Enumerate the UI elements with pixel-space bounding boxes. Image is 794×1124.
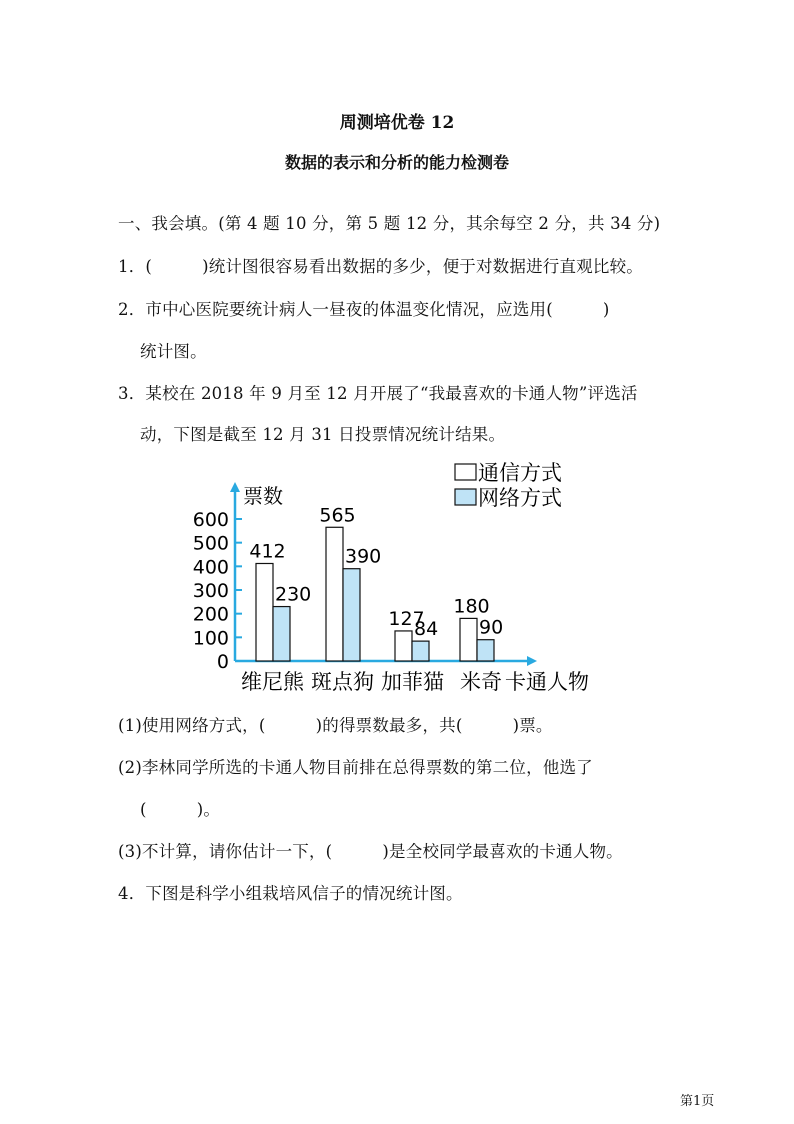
data-label: 127 bbox=[388, 607, 425, 630]
x-axis-arrow bbox=[527, 656, 537, 666]
y-tick-label: 600 bbox=[192, 509, 229, 531]
y-tick-label: 500 bbox=[192, 532, 229, 555]
bar-通信方式 bbox=[326, 527, 343, 661]
data-label: 180 bbox=[453, 595, 490, 618]
data-label: 230 bbox=[275, 583, 312, 606]
bar-网络方式 bbox=[477, 640, 494, 661]
question-3-sub-2-line-1: (2)李林同学所选的卡通人物目前排在总得票数的第二位，他选了 bbox=[118, 758, 593, 777]
legend-label: 通信方式 bbox=[478, 461, 562, 485]
question-3-sub-2-line-2: ( )。 bbox=[140, 800, 221, 819]
y-tick-label: 300 bbox=[192, 580, 229, 602]
y-tick-label: 0 bbox=[216, 651, 229, 673]
y-tick-label: 200 bbox=[192, 603, 229, 626]
data-label: 84 bbox=[414, 618, 439, 641]
x-axis-trailing-label: 卡通人物 bbox=[505, 670, 589, 694]
question-1: 1．( )统计图很容易看出数据的多少，便于对数据进行直观比较。 bbox=[118, 257, 643, 276]
question-4: 4．下图是科学小组栽培风信子的情况统计图。 bbox=[118, 884, 463, 903]
y-axis-label: 票数 bbox=[243, 484, 283, 508]
bar-网络方式 bbox=[273, 607, 290, 661]
y-tick-label: 100 bbox=[192, 627, 229, 650]
legend-swatch-通信方式 bbox=[455, 464, 476, 480]
data-label: 90 bbox=[479, 616, 504, 639]
y-axis-arrow bbox=[230, 482, 240, 492]
data-label: 565 bbox=[319, 504, 356, 527]
legend-label: 网络方式 bbox=[478, 486, 562, 510]
question-3-sub-1: (1)使用网络方式，( )的得票数最多，共( )票。 bbox=[118, 716, 553, 735]
question-3-line-1: 3．某校在 2018 年 9 月至 12 月开展了“我最喜欢的卡通人物”评选活 bbox=[118, 384, 638, 403]
page-title: 周测培优卷 12 bbox=[339, 113, 455, 133]
x-category-label: 维尼熊 bbox=[241, 670, 304, 694]
question-3-sub-3: (3)不计算，请你估计一下，( )是全校同学最喜欢的卡通人物。 bbox=[118, 842, 623, 861]
bar-通信方式 bbox=[395, 631, 412, 661]
page-subtitle: 数据的表示和分析的能力检测卷 bbox=[284, 153, 509, 172]
bar-网络方式 bbox=[412, 641, 429, 661]
bar-通信方式 bbox=[256, 563, 273, 661]
legend-swatch-网络方式 bbox=[455, 489, 476, 505]
question-2-line-1: 2．市中心医院要统计病人一昼夜的体温变化情况，应选用( ) bbox=[118, 300, 610, 319]
bar-通信方式 bbox=[460, 618, 477, 661]
question-3-line-2: 动，下图是截至 12 月 31 日投票情况统计结果。 bbox=[140, 425, 506, 444]
page-number: 第1页 bbox=[680, 1094, 715, 1109]
data-label: 412 bbox=[249, 540, 286, 563]
section-heading: 一、我会填。(第 4 题 10 分，第 5 题 12 分，其余每空 2 分，共 34 分) bbox=[118, 214, 661, 233]
x-category-label: 加菲猫 bbox=[381, 670, 444, 694]
bar-网络方式 bbox=[343, 569, 360, 661]
question-2-line-2: 统计图。 bbox=[140, 342, 207, 361]
x-category-label: 斑点狗 bbox=[311, 670, 374, 694]
y-tick-label: 400 bbox=[192, 556, 229, 579]
x-category-label: 米奇 bbox=[460, 670, 502, 694]
data-label: 390 bbox=[345, 545, 382, 568]
